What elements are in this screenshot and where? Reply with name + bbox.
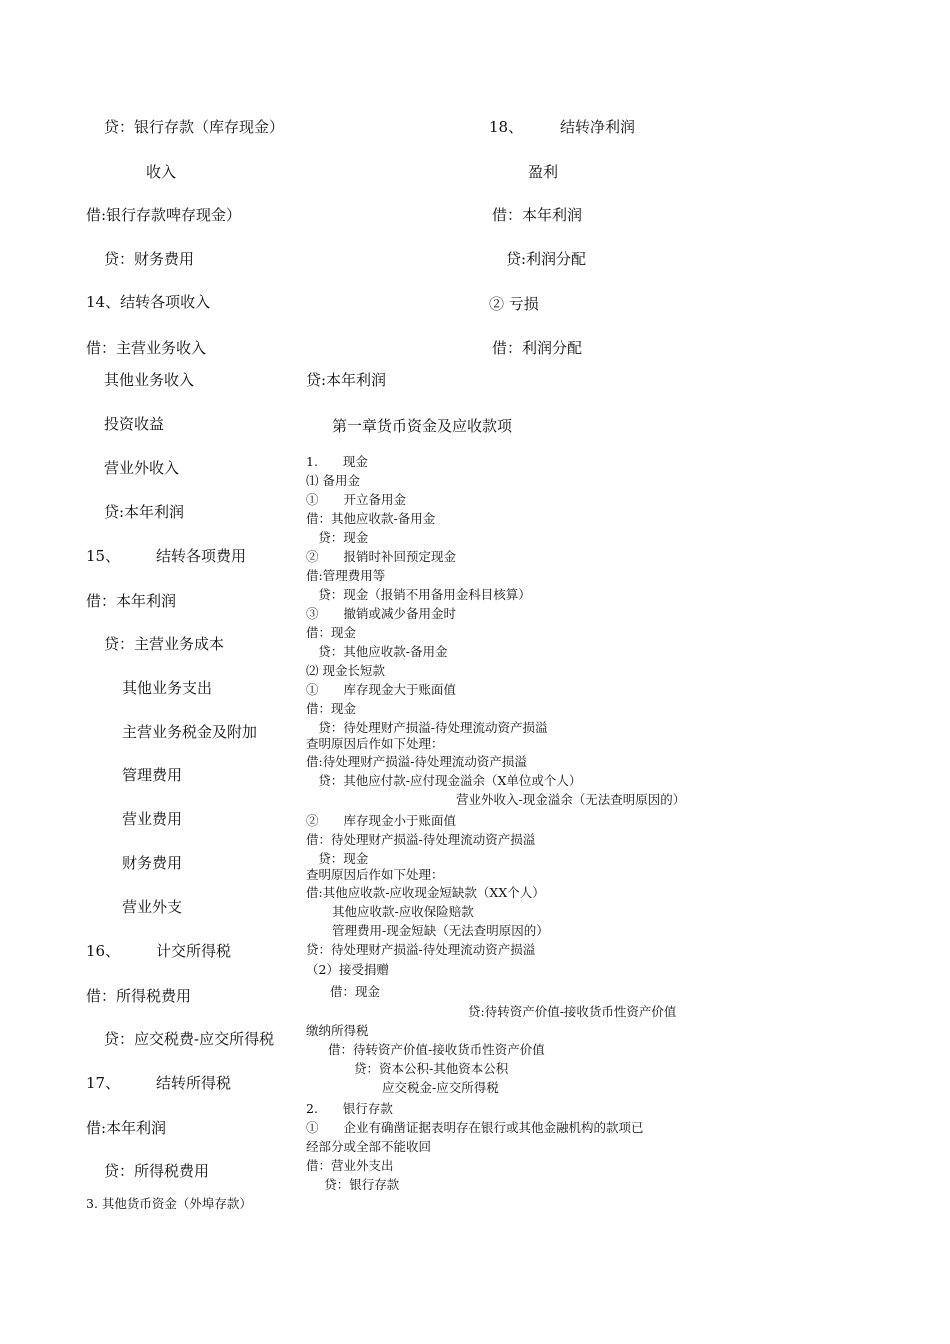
text-line: 贷：待处理财产损溢-待处理流动资产损溢 (312, 720, 548, 735)
text-line: 贷：银行存款 (318, 1177, 400, 1192)
text-line: 借：现金 (306, 701, 357, 716)
text-line: 管理费用 (122, 766, 183, 784)
text-line: 借：所得税费用 (86, 987, 192, 1005)
section-heading: 结转净利润 (560, 118, 636, 136)
text-line: 借:管理费用等 (306, 568, 386, 583)
text-line: ⑴ 备用金 (306, 473, 360, 488)
text-line: 贷：财务费用 (104, 250, 195, 268)
text-line: 贷:本年利润 (104, 503, 185, 521)
text-line: 借：现金 (306, 625, 357, 640)
text-line: 收入 (146, 163, 177, 181)
text-line: 查明原因后作如下处理： (306, 736, 444, 751)
section-number: 18、 (489, 118, 524, 136)
text-line: 贷：待处理财产损溢-待处理流动资产损溢 (306, 942, 536, 957)
section-heading: 14、结转各项收入 (86, 293, 211, 311)
text-line: 其他业务收入 (104, 371, 195, 389)
text-line: ② 报销时补回预定现金 (306, 549, 457, 564)
text-line: 营业费用 (122, 810, 183, 828)
text-line: 贷：现金（报销不用备用金科目核算） (312, 587, 531, 602)
text-line: ① 库存现金大于账面值 (306, 682, 457, 697)
text-line: 借：本年利润 (86, 592, 177, 610)
text-line: 经部分或全部不能收回 (306, 1139, 432, 1154)
section-number: 17、 (86, 1074, 121, 1092)
text-line: 贷：主营业务成本 (104, 635, 225, 653)
text-line: 贷：资本公积-其他资本公积 (354, 1061, 509, 1076)
text-line: 贷:待转资产价值-接收货币性资产价值 (468, 1004, 677, 1019)
text-line: 盈利 (528, 163, 559, 181)
text-line: 其他应收款-应收保险赔款 (332, 904, 474, 919)
text-line: 借：营业外支出 (306, 1158, 394, 1173)
chapter-title: 第一章货币资金及应收款项 (332, 417, 513, 435)
text-line: 2. 银行存款 (306, 1101, 393, 1116)
text-line: 营业外收入 (104, 459, 180, 477)
text-line: 查明原因后作如下处理： (306, 867, 444, 882)
text-line: 3. 其他货币资金（外埠存款） (86, 1196, 252, 1211)
text-line: 借：利润分配 (492, 339, 583, 357)
text-line: 1. 现金 (306, 454, 368, 469)
text-line: ② 亏损 (489, 295, 539, 313)
text-line: 贷:本年利润 (306, 371, 387, 389)
text-line: 投资收益 (104, 415, 165, 433)
text-line: 借：待转资产价值-接收货币性资产价值 (328, 1042, 545, 1057)
text-line: 财务费用 (122, 854, 183, 872)
text-line: ① 开立备用金 (306, 492, 407, 507)
text-line: ③ 撤销或减少备用金时 (306, 606, 457, 621)
text-line: 借:其他应收款-应收现金短缺款（XX个人） (306, 885, 545, 900)
text-line: 贷：所得税费用 (104, 1162, 210, 1180)
text-line: ⑵ 现金长短款 (306, 663, 385, 678)
text-line: 贷：现金 (312, 851, 369, 866)
text-line: 营业外支 (122, 898, 183, 916)
text-line: 贷：现金 (312, 530, 369, 545)
text-line: 贷：其他应收款-备用金 (312, 644, 448, 659)
text-line: （2）接受捐赠 (306, 962, 389, 977)
section-heading: 结转各项费用 (156, 547, 247, 565)
text-line: 借:银行存款啤存现金） (86, 206, 242, 224)
text-line: 缴纳所得税 (306, 1023, 369, 1038)
text-line: 借：现金 (330, 984, 381, 999)
text-line: ① 企业有确凿证据表明存在银行或其他金融机构的款项已 (306, 1120, 644, 1135)
text-line: 其他业务支出 (122, 679, 213, 697)
text-line: 借：主营业务收入 (86, 339, 207, 357)
text-line: 贷：银行存款（库存现金） (104, 118, 285, 136)
text-line: 借:待处理财产损溢-待处理流动资产损溢 (306, 754, 527, 769)
text-line: 贷：应交税费-应交所得税 (104, 1030, 275, 1048)
section-number: 16、 (86, 942, 121, 960)
text-line: 营业外收入-现金溢余（无法查明原因的） (456, 792, 686, 807)
text-line: 应交税金-应交所得税 (382, 1080, 499, 1095)
text-line: 贷：其他应付款-应付现金溢余（X单位或个人） (312, 773, 582, 788)
section-number: 15、 (86, 547, 121, 565)
text-line: 贷:利润分配 (506, 250, 587, 268)
section-heading: 计交所得税 (156, 942, 232, 960)
text-line: 借：其他应收款-备用金 (306, 511, 436, 526)
section-heading: 结转所得税 (156, 1074, 232, 1092)
text-line: 借：待处理财产损溢-待处理流动资产损溢 (306, 832, 536, 847)
text-line: 借：本年利润 (492, 206, 583, 224)
text-line: 借:本年利润 (86, 1119, 167, 1137)
text-line: 主营业务税金及附加 (122, 723, 258, 741)
text-line: 管理费用-现金短缺（无法查明原因的） (332, 923, 549, 938)
text-line: ② 库存现金小于账面值 (306, 813, 457, 828)
